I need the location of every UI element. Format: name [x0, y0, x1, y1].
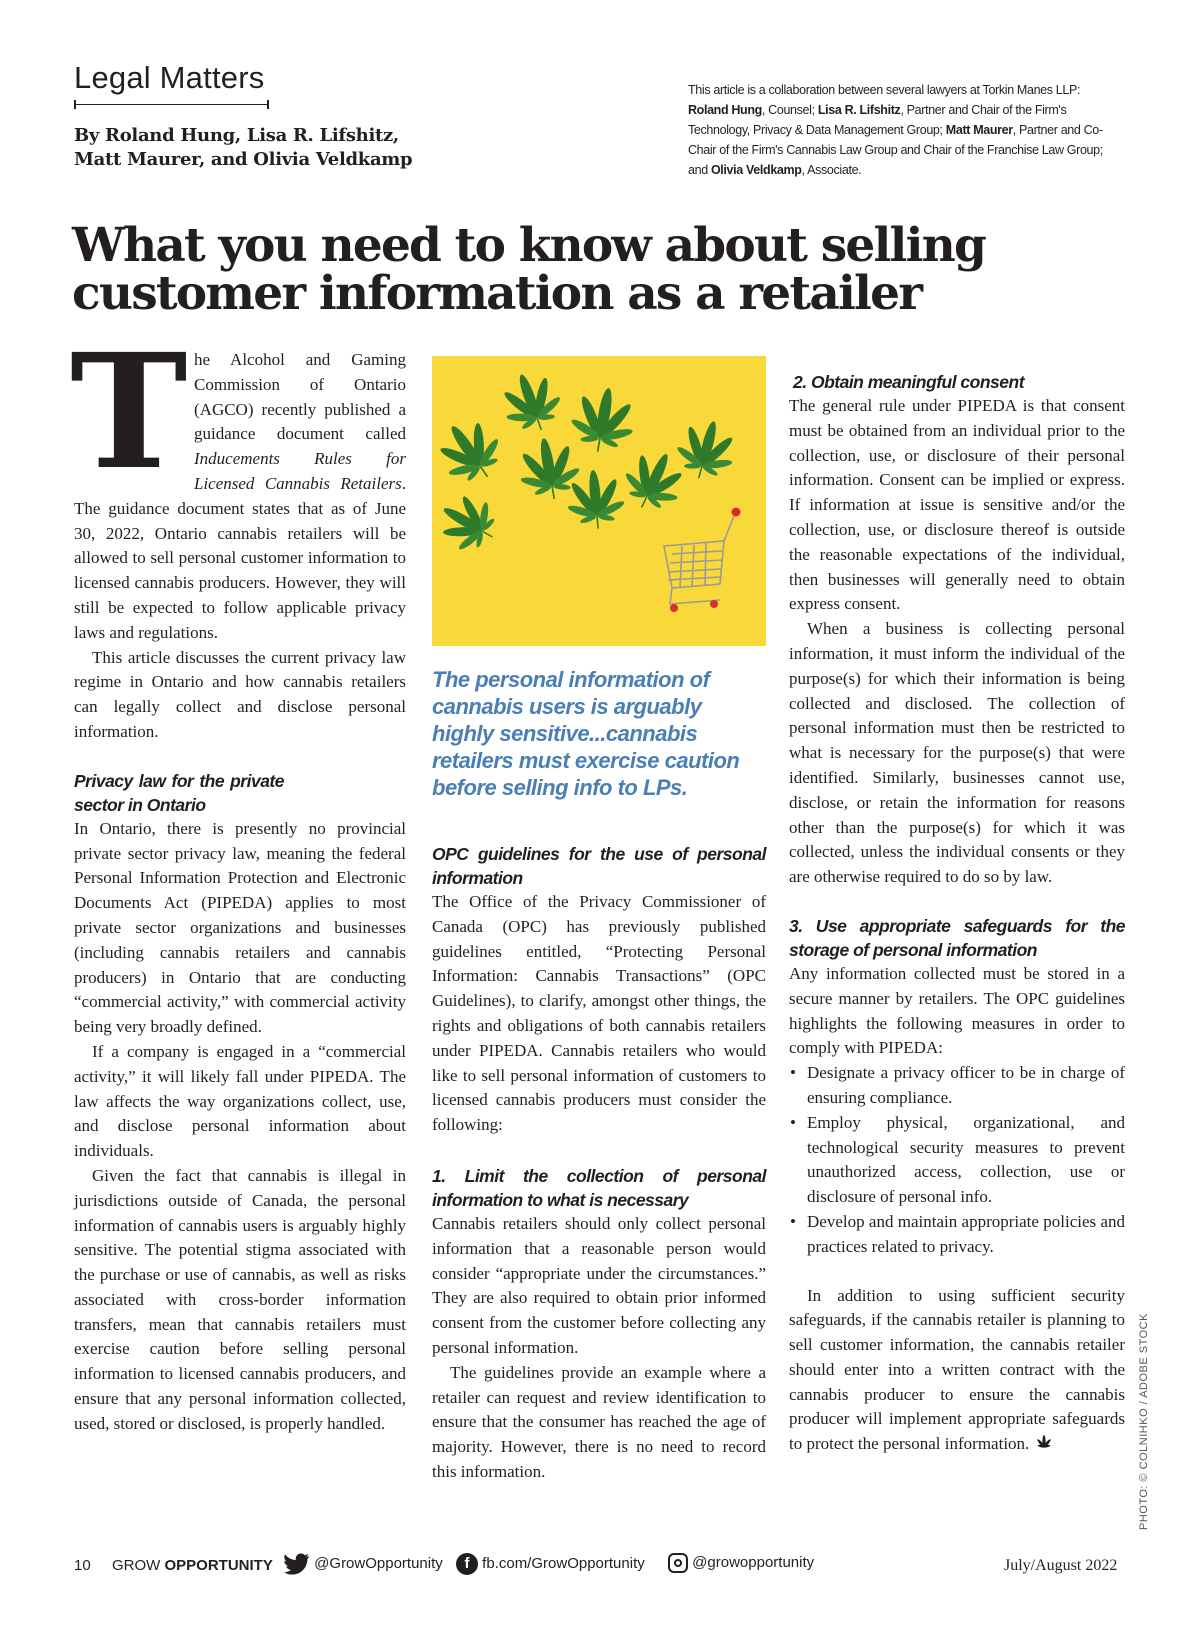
cannabis-photo	[432, 356, 766, 646]
paragraph: The Office of the Privacy Commissioner of Canada (OPC) has previously published guidelines entitled, “Protecting Personal Information: Cannabis Transactions” (OPC Guidelines), to clarify, amongst other things, the rights and obligations of both cannabis retailers under PIPEDA. Cannabis retailers who would like to sell personal information of customers to licensed cannabis producers must consider the following:	[432, 892, 766, 1135]
headline-line-2: customer information as a retailer	[72, 266, 922, 321]
safeguards-list	[789, 1061, 1125, 1259]
cannabis-leaf-icon	[1034, 1435, 1054, 1451]
cannabis-leaves-cart-illustration	[432, 356, 766, 646]
paragraph: Given the fact that cannabis is illegal in jurisdictions outside of Canada, the personal information of cannabis users is arguably highly sensitive. The potential stigma associated with the purchase or use of cannabis, as well as risks associated with cross-border information transfers, mean that cannabis retailers must exercise caution before selling personal information to licensed cannabis producers, and ensure that any personal information collected, used, stored or disclosed, is properly handled.	[74, 1165, 406, 1433]
subheading-privacy-law: Privacy law for the private sector in Ontario	[74, 770, 284, 815]
section-title: Legal Matters	[74, 60, 265, 95]
subheading-opc-guidelines: OPC guidelines for the use of personal information	[432, 844, 766, 888]
author-note: This article is a collaboration between several lawyers at Torkin Manes LLP: Roland Hung, Counsel; Lisa R. Lifshitz, Partner and Chair of the Firm's Technology, Privacy & Data Management Group; Matt Maurer, Partner and Co-Chair of the Firm's Cannabis Law Group and Chair of the Franchise Law Group; and Olivia Veldkamp, Associate.	[688, 83, 1103, 177]
subheading-meaningful-consent: 2. Obtain meaningful consent	[793, 372, 1025, 392]
paragraph: The general rule under PIPEDA is that consent must be obtained from an individual prior to the collection, use, or disclosure of their personal information. Consent can be implied or express. If information at issue is sensitive and/or the collection, use, or disclosure thereof is outside the reasonable expectations of the individual, then businesses will generally need to obtain express consent.	[789, 396, 1125, 614]
instagram-icon	[668, 1553, 688, 1573]
list-item: • Develop and maintain appropriate policies and practices related to privacy.	[789, 1210, 1125, 1260]
list-item: • Employ physical, organizational, and technological security measures to prevent unauthorized access, collection, use or disclosure of personal info.	[789, 1111, 1125, 1210]
subheading-limit-collection: 1. Limit the collection of personal information to what is necessary	[432, 1165, 766, 1210]
page-number: 10	[74, 1557, 91, 1574]
facebook-link[interactable]: f fb.com/GrowOpportunity	[456, 1553, 645, 1575]
section-rule	[74, 104, 268, 105]
paragraph: The guidelines provide an example where a retailer can request and review identification to ensure that the consumer has reached the age of majority. However, there is no need to record this information.	[432, 1362, 766, 1481]
pull-quote: The personal information of cannabis users is arguably highly sensitive...cannabis retailers must exercise caution before selling info to LPs.	[432, 667, 740, 800]
drop-cap: T	[70, 320, 188, 505]
rule-end-left	[74, 100, 76, 109]
list-item: • Designate a privacy officer to be in charge of ensuring compliance.	[789, 1061, 1125, 1111]
paragraph: Any information collected must be stored in a secure manner by retailers. The OPC guidelines highlights the following measures in order to comply with PIPEDA:	[789, 963, 1125, 1058]
subheading-safeguards: 3. Use appropriate safeguards for the storage of personal information	[789, 915, 1125, 960]
headline	[72, 218, 1182, 321]
issue-date: July/August 2022	[1004, 1557, 1118, 1574]
paragraph: If a company is engaged in a “commercial activity,” it will likely fall under PIPEDA. The law affects the way organizations collect, use, and disclose personal information about individuals.	[74, 1041, 406, 1161]
column-2	[432, 842, 766, 1485]
paragraph: In Ontario, there is presently no provincial private sector privacy law, meaning the federal Personal Information Protection and Electronic Documents Act (PIPEDA) applies to most private sector organizations and businesses (including cannabis retailers and cannabis producers) in Ontario that are conducting “commercial activity,” with commercial activity being very broadly defined.	[74, 818, 406, 1037]
footer-brand: GROW OPPORTUNITY	[112, 1557, 273, 1574]
column-3	[789, 370, 1125, 1457]
paragraph: Cannabis retailers should only collect personal information that a reasonable person would consider “appropriate under the circumstances.” They are also required to obtain prior informed consent from the customer before collecting any personal information.	[432, 1213, 766, 1357]
shopping-cart-icon	[664, 516, 734, 604]
headline-line-1: What you need to know about selling	[72, 218, 986, 273]
rule-end-right	[267, 100, 269, 109]
column-1	[70, 320, 406, 1437]
byline: By Roland Hung, Lisa R. Lifshitz, Matt Maurer, and Olivia Veldkamp	[74, 125, 413, 170]
paragraph: This article discusses the current privacy law regime in Ontario and how cannabis retailers can legally collect and disclose personal information.	[74, 647, 406, 741]
twitter-icon	[284, 1553, 310, 1575]
instagram-handle[interactable]: @growopportunity	[668, 1553, 814, 1573]
facebook-icon: f	[456, 1553, 478, 1575]
intro-paragraph: The Alcohol and Gaming Commission of Ontario (AGCO) recently published a guidance document called Inducements Rules for Licensed Cannabis Retailers. The guidance document states that as of June 30, 2022, Ontario cannabis retailers will be allowed to sell personal customer information to licensed cannabis producers. However, they will still be expected to follow applicable privacy laws and regulations.	[70, 320, 406, 642]
photo-credit: PHOTO: © COLNIHKO / ADOBE STOCK	[1138, 1313, 1150, 1530]
paragraph: When a business is collecting personal information, it must inform the individual of the purpose(s) for which their information is being collected and disclosed. The collection of personal information must then be restricted to what is necessary for the purpose(s) that were identified. Similarly, businesses cannot use, disclose, or retain the information for reasons other than the purpose(s) for which it was collected, unless the individual consents or they are otherwise required to do so by law.	[789, 619, 1125, 887]
twitter-handle[interactable]: @GrowOpportunity	[284, 1553, 443, 1575]
closing-paragraph: In addition to using sufficient security safeguards, if the cannabis retailer is planning to sell customer information, the cannabis retailer should enter into a written contract with the cannabis producer to ensure the cannabis producer will implement appropriate safeguards to protect the personal information.	[789, 1285, 1125, 1454]
